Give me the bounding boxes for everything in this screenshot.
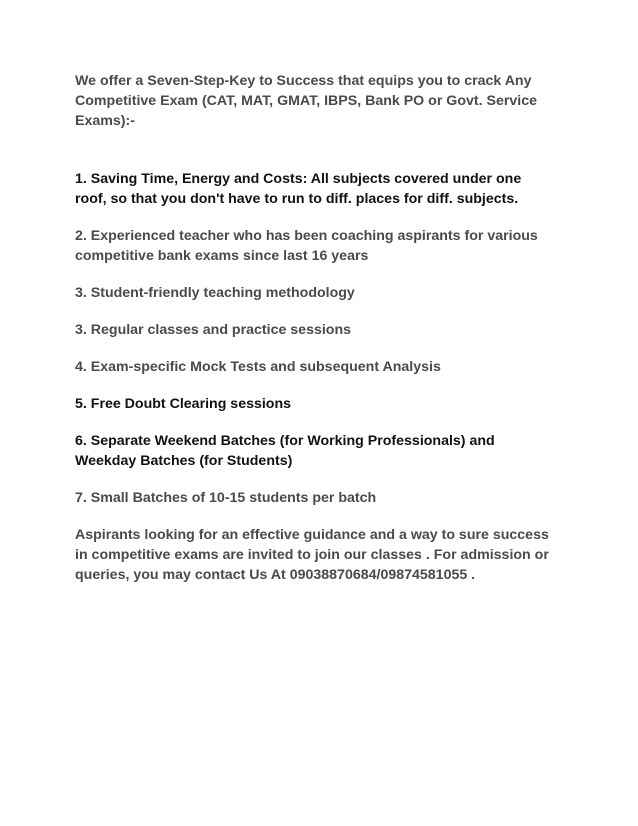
list-item-doubt-clearing [75,394,575,414]
intro-paragraph [75,71,575,131]
closing-line: in competitive exams are invited to join our classes . For admission or [75,547,549,563]
list-item-mock-tests [75,357,575,377]
list-item-line: 6. Separate Weekend Batches (for Working Professionals) and [75,433,495,449]
intro-line: Competitive Exam (CAT, MAT, GMAT, IBPS, Bank PO or Govt. Service [75,93,537,109]
list-item-line: 3. Regular classes and practice sessions [75,322,352,338]
list-item-line: 7. Small Batches of 10-15 students per batch [75,490,377,506]
closing-paragraph [75,525,575,585]
list-item-line: roof, so that you don't have to run to diff. places for diff. subjects. [75,191,519,207]
list-item-saving-time [75,169,575,209]
list-item-experienced-teacher [75,226,575,266]
document-body [75,71,575,585]
intro-line: Exams):- [75,113,135,129]
closing-contact-line: queries, you may contact Us At 09038870684/09874581055 . [75,567,476,583]
list-item-small-batches [75,488,575,508]
list-item-teaching-methodology [75,283,575,303]
closing-line: Aspirants looking for an effective guidance and a way to sure success [75,527,549,543]
list-item-separate-batches [75,431,575,471]
list-item-line: 4. Exam-specific Mock Tests and subsequent Analysis [75,359,441,375]
intro-line: We offer a Seven-Step-Key to Success that equips you to crack Any [75,73,532,89]
list-item-line: 5. Free Doubt Clearing sessions [75,396,292,412]
list-item-line: competitive bank exams since last 16 years [75,248,369,264]
list-item-line: 2. Experienced teacher who has been coaching aspirants for various [75,228,538,244]
list-item-line: Weekday Batches (for Students) [75,453,293,469]
list-item-line: 3. Student-friendly teaching methodology [75,285,355,301]
list-item-regular-classes [75,320,575,340]
list-item-line: 1. Saving Time, Energy and Costs: All subjects covered under one [75,171,522,187]
